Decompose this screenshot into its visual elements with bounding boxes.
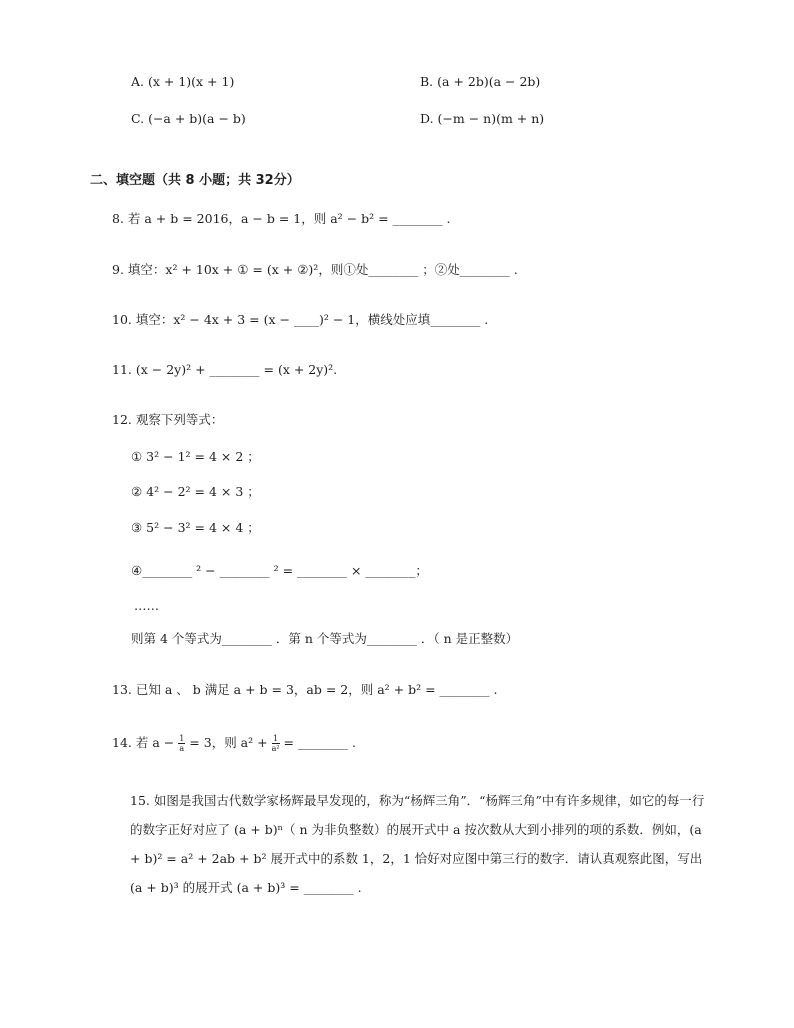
equation-4: ④________ ² − ________ ² = ________ × ________； [131,563,428,578]
fraction-denominator: a [179,744,185,753]
fraction-numerator: 1 [273,734,279,743]
question-13: 13. 已知 a 、 b 满足 a + b = 3，ab = 2，则 a² + b² = ________ . [112,682,498,697]
fraction-1-over-a [178,734,185,753]
question-8: 8. 若 a + b = 2016，a − b = 1，则 a² − b² = ________ . [112,211,451,226]
option-d: D. (−m − n)(m + n) [420,111,545,126]
option-a: A. (x + 1)(x + 1) [131,74,235,89]
question-9: 9. 填空：x² + 10x + ① = (x + ②)²，则①处________ ；②处________ . [112,262,518,277]
question-14-after: = ________ . [283,735,356,750]
option-b: B. (a + 2b)(a − 2b) [420,74,541,89]
fraction-denominator: a² [271,744,280,753]
question-11: 11. (x − 2y)² + ________ = (x + 2y)². [112,362,338,377]
question-15: 15. 如图是我国古代数学家杨辉最早发现的，称为“杨辉三角”．“杨辉三角”中有许多规律，如它的每一行的数字正好对应了 (a + b)ⁿ（ n 为非负整数）的展开式中 a 按次数从大到小排列的项的系数．例如，(a + b)² = a² + 2ab + b² 展开式中的系数 1，2，1 恰好对应图中第三行的数字．请认真观察此图，写出 (a + b)³ 的展开式 (a + b)³ = ________ . [130,793,705,895]
question-14-before: 14. 若 a − [112,735,175,750]
fraction-numerator: 1 [179,734,185,743]
fraction-1-over-a-squared [272,734,280,753]
question-12: 12. 观察下列等式： [112,412,224,427]
option-c: C. (−a + b)(a − b) [131,111,246,126]
equation-3: ③ 5² − 3² = 4 × 4 ； [131,520,260,535]
question-10: 10. 填空：x² − 4x + 3 = (x − ____)² − 1，横线处应填________ . [112,312,489,327]
question-14-middle: = 3，则 a² + [189,735,268,750]
section-title: 二、填空题（共 8 小题；共 32分） [90,173,300,188]
equation-1: ① 3² − 1² = 4 × 2 ； [131,449,260,464]
question-14 [112,734,356,753]
equation-2: ② 4² − 2² = 4 × 3 ； [131,484,260,499]
question-12-result: 则第 4 个等式为________ ．第 n 个等式为________ ．（ n 是正整数） [131,631,519,646]
ellipsis: …… [134,598,159,613]
